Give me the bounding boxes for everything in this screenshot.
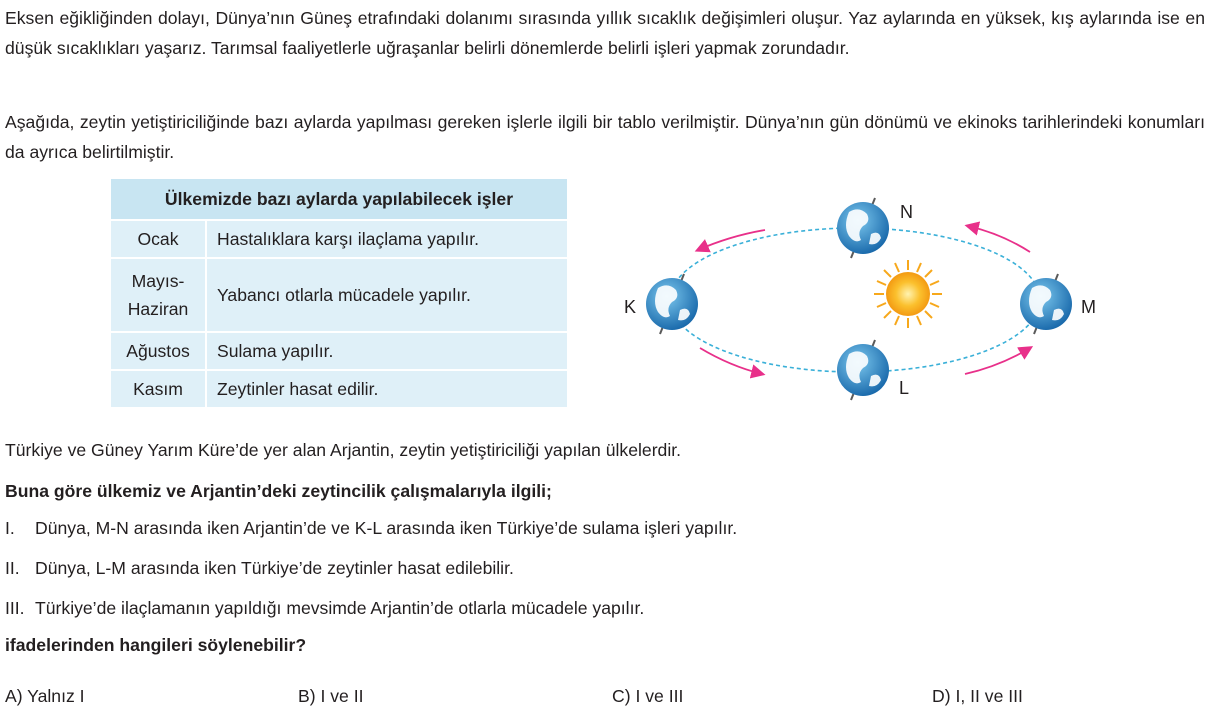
month-part: Mayıs- bbox=[131, 271, 185, 291]
month-cell: Ocak bbox=[111, 220, 206, 258]
statement-text: Dünya, M-N arasında iken Arjantin’de ve K-L arasında iken Türkiye’de sulama işleri yapılır. bbox=[35, 518, 738, 538]
task-cell: Sulama yapılır. bbox=[206, 332, 567, 370]
statement-text: Dünya, L-M arasında iken Türkiye’de zeytinler hasat edilebilir. bbox=[35, 558, 514, 578]
orbit-label-m: M bbox=[1081, 297, 1096, 317]
answer-option-d[interactable]: D) I, II ve III bbox=[932, 686, 1023, 706]
month-part: Haziran bbox=[127, 299, 189, 319]
statement-text: Türkiye’de ilaçlamanın yapıldığı mevsimde Arjantin’de otlarla mücadele yapılır. bbox=[35, 598, 645, 618]
table-intro-paragraph: Aşağıda, zeytin yetiştiriciliğinde bazı aylarda yapılması gereken işlerle ilgili bir tablo verilmiştir. Dünya’nın gün dönümü ve ekinoks tarihlerindeki konumları da ayrıca belirtilmiştir. bbox=[5, 112, 1205, 162]
statement-item bbox=[5, 557, 514, 579]
task-cell: Yabancı otlarla mücadele yapılır. bbox=[206, 258, 567, 332]
task-cell: Hastalıklara karşı ilaçlama yapılır. bbox=[206, 220, 567, 258]
earth-icon bbox=[646, 274, 698, 334]
statement-number: I. bbox=[5, 518, 15, 538]
month-cell bbox=[111, 258, 206, 332]
olive-tasks-table bbox=[111, 179, 567, 409]
table-row bbox=[111, 332, 567, 370]
question-ask: ifadelerinden hangileri söylenebilir? bbox=[5, 635, 307, 655]
table-header: Ülkemizde bazı aylarda yapılabilecek işler bbox=[111, 179, 567, 220]
sun-icon bbox=[874, 260, 942, 328]
orbit-label-n: N bbox=[900, 202, 913, 222]
answer-option-b[interactable]: B) I ve II bbox=[298, 686, 364, 706]
earth-orbit-diagram bbox=[610, 190, 1110, 412]
answer-option-c[interactable]: C) I ve III bbox=[612, 686, 684, 706]
earth-icon bbox=[837, 340, 889, 400]
table-row bbox=[111, 258, 567, 332]
statement-item bbox=[5, 517, 737, 539]
orbit-label-k: K bbox=[624, 297, 637, 317]
statement-number: III. bbox=[5, 598, 25, 618]
question-stem: Buna göre ülkemiz ve Arjantin’deki zeytincilik çalışmalarıyla ilgili; bbox=[5, 481, 552, 501]
intro-paragraph: Eksen eğikliğinden dolayı, Dünya’nın Güneş etrafındaki dolanımı sırasında yıllık sıcaklık değişimleri oluşur. Yaz aylarında en yüksek, kış aylarında ise en düşük sıcaklıkları yaşarız. Tarımsal faaliyetlerle uğraşanlar belirli dönemlerde belirli işleri yapmak zorundadır. bbox=[5, 8, 1205, 58]
month-cell: Kasım bbox=[111, 370, 206, 408]
orbit-arrow bbox=[965, 348, 1030, 374]
answer-option-a[interactable]: A) Yalnız I bbox=[5, 686, 85, 706]
orbit-label-l: L bbox=[899, 378, 910, 398]
table-row bbox=[111, 220, 567, 258]
task-cell: Zeytinler hasat edilir. bbox=[206, 370, 567, 408]
statement-number: II. bbox=[5, 558, 20, 578]
table-row bbox=[111, 370, 567, 408]
orbit-arrow bbox=[700, 348, 762, 374]
context-sentence: Türkiye ve Güney Yarım Küre’de yer alan Arjantin, zeytin yetiştiriciliği yapılan ülkelerdir. bbox=[5, 440, 682, 460]
month-cell: Ağustos bbox=[111, 332, 206, 370]
table-header-row bbox=[111, 179, 567, 220]
statement-item bbox=[5, 597, 644, 619]
earth-icon bbox=[837, 198, 889, 258]
orbit-arrow bbox=[968, 226, 1030, 252]
